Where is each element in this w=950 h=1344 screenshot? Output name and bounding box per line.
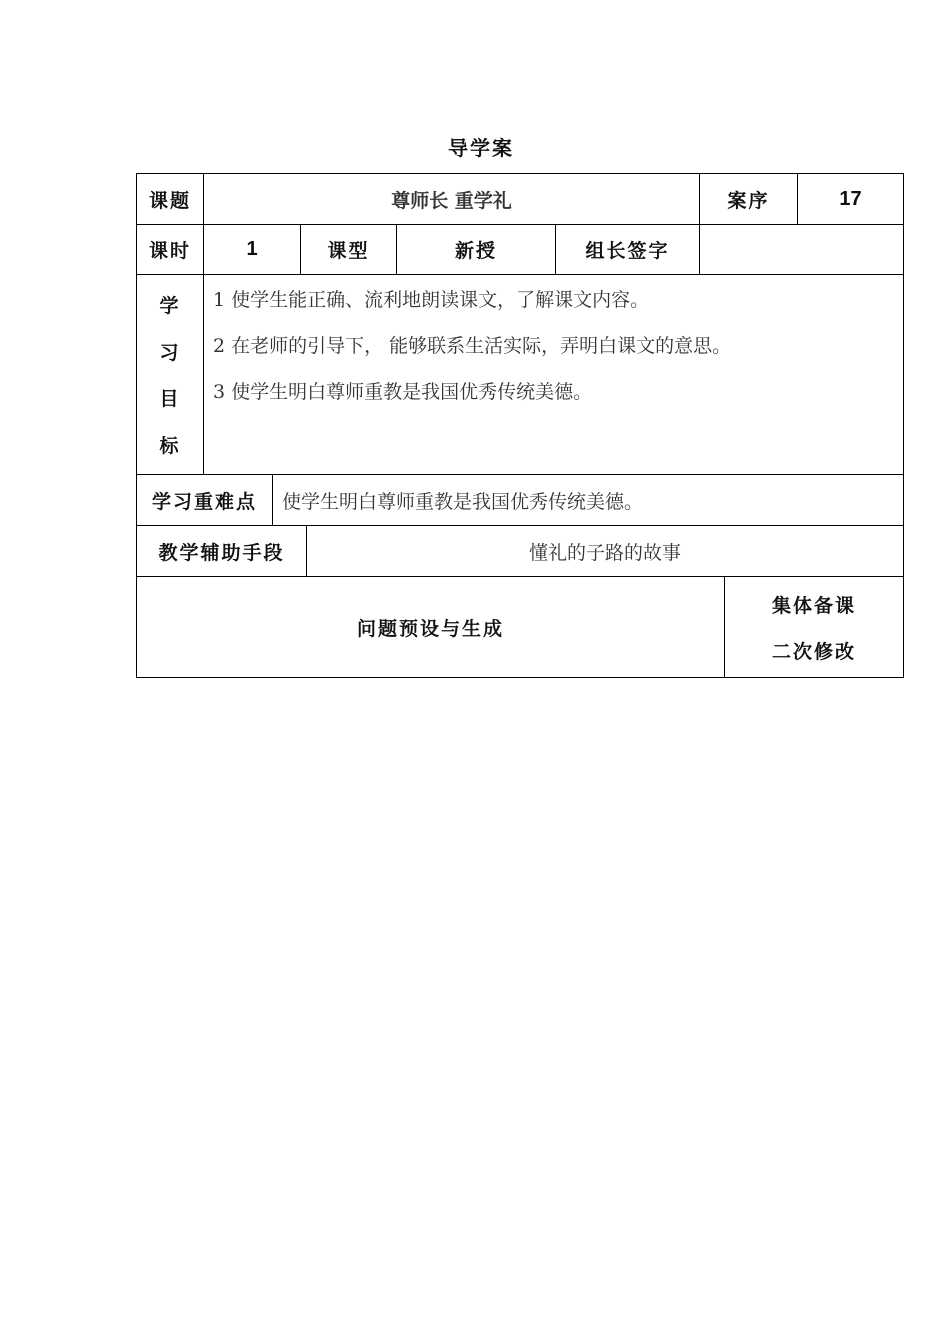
period-label: 课时 — [148, 240, 191, 262]
key-points-text: 使学生明白尊师重教是我国优秀传统美德。 — [272, 475, 903, 525]
goals-label-char: 标 — [159, 435, 181, 458]
goals-label-char: 习 — [159, 341, 181, 364]
goal-item: 1 使学生能正确、流利地朗读课文，了解课文内容。 — [213, 289, 650, 311]
goals-label — [137, 275, 203, 474]
sign-label: 组长签字 — [555, 225, 699, 274]
order-label: 案序 — [699, 174, 797, 224]
goal-item: 3 使学生明白尊师重教是我国优秀传统美德。 — [213, 381, 593, 403]
goal-item: 2 在老师的引导下， 能够联系生活实际，弄明白课文的意思。 — [213, 335, 732, 357]
row-key-points — [136, 475, 904, 526]
period-value: 1 — [203, 225, 300, 274]
row-period — [136, 225, 904, 275]
footer-right — [724, 577, 903, 677]
row-footer — [136, 577, 904, 678]
footer-label: 问题预设与生成 — [356, 617, 504, 640]
row-teaching-aids — [136, 526, 904, 577]
type-label: 课型 — [300, 225, 396, 274]
goals-label-char: 目 — [159, 388, 181, 411]
key-points-label: 学习重难点 — [151, 490, 257, 513]
row-goals — [136, 275, 904, 475]
row-topic — [136, 173, 904, 225]
document-title: 导学案 — [448, 136, 514, 160]
topic-label: 课题 — [148, 189, 191, 212]
type-value: 新授 — [396, 225, 555, 274]
goals-list — [203, 275, 903, 474]
goals-label-char: 学 — [159, 294, 181, 317]
second-revision-label: 二次修改 — [771, 640, 856, 663]
aids-text: 懂礼的子路的故事 — [306, 526, 903, 576]
order-value: 17 — [797, 174, 903, 224]
sign-value — [699, 225, 903, 274]
aids-label: 教学辅助手段 — [158, 541, 285, 564]
topic-value: 尊师长 重学礼 — [203, 174, 699, 224]
collective-prep-label: 集体备课 — [771, 594, 856, 617]
